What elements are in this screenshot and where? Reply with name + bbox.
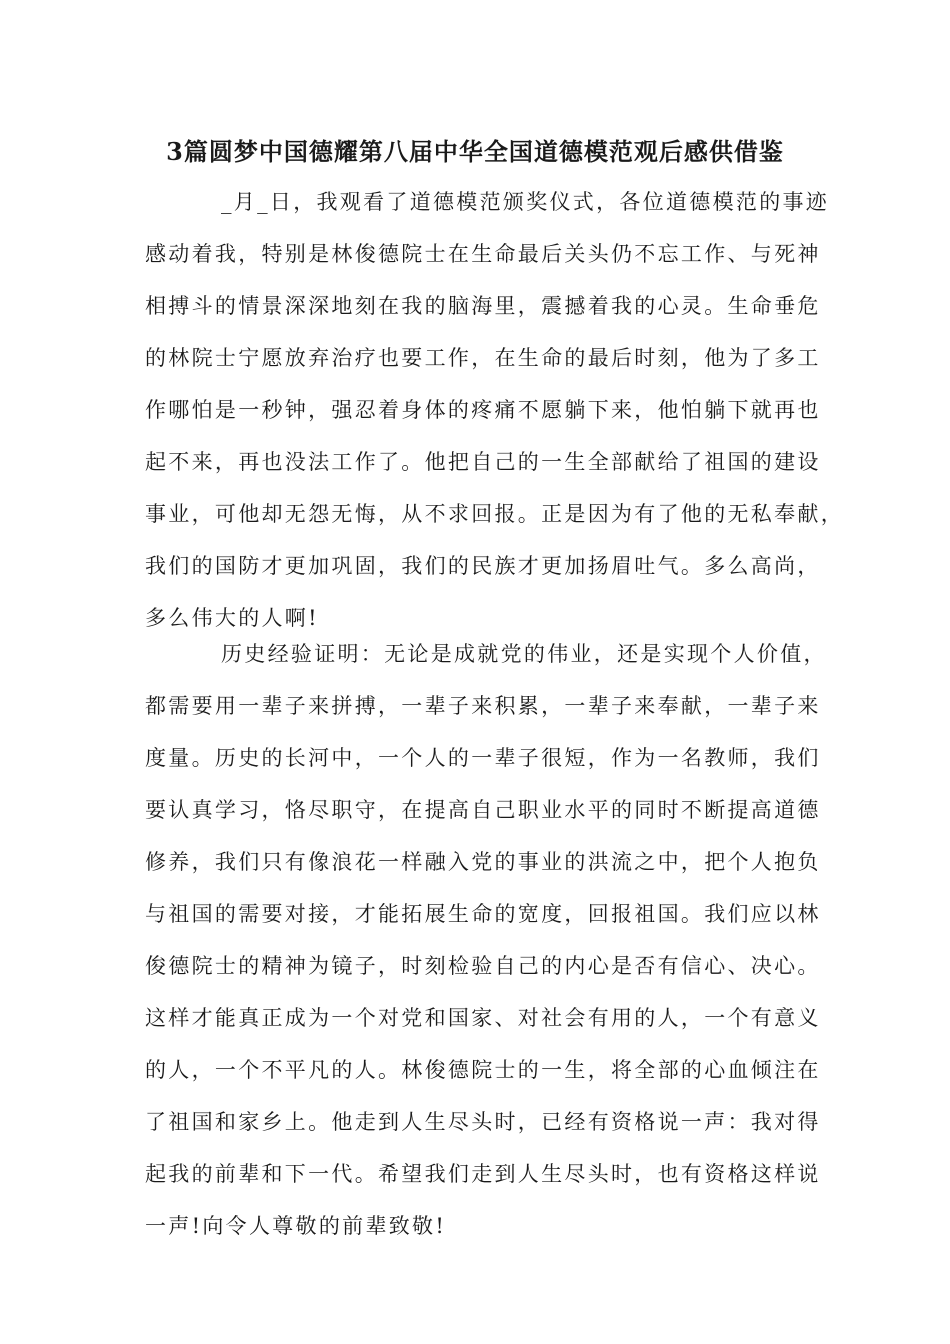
paragraph-line: 感动着我，特别是林俊德院士在生命最后关头仍不忘工作、与死神: [145, 242, 821, 266]
paragraph-line: 修养，我们只有像浪花一样融入党的事业的洪流之中，把个人抱负: [145, 850, 821, 874]
paragraph-line: 作哪怕是一秒钟，强忍着身体的疼痛不愿躺下来，他怕躺下就再也: [145, 398, 821, 422]
paragraph-line: 要认真学习，恪尽职守，在提高自己职业水平的同时不断提高道德: [145, 798, 821, 822]
paragraph-line: 都需要用一辈子来拼搏，一辈子来积累，一辈子来奉献，一辈子来: [145, 694, 821, 718]
paragraph-2: [145, 638, 827, 1262]
paragraph-line: 度量。历史的长河中，一个人的一辈子很短，作为一名教师，我们: [145, 746, 821, 770]
paragraph-line: _月_日，我观看了道德模范颁奖仪式，各位道德模范的事迹: [221, 190, 830, 214]
paragraph-line: 了祖国和家乡上。他走到人生尽头时，已经有资格说一声：我对得: [145, 1110, 821, 1134]
paragraph-line: 起不来，再也没法工作了。他把自己的一生全部献给了祖国的建设: [145, 450, 821, 474]
paragraph-line: 的林院士宁愿放弃治疗也要工作，在生命的最后时刻，他为了多工: [145, 346, 821, 370]
paragraph-line: 这样才能真正成为一个对党和国家、对社会有用的人，一个有意义: [145, 1006, 821, 1030]
paragraph-line: 相搏斗的情景深深地刻在我的脑海里，震撼着我的心灵。生命垂危: [145, 294, 821, 318]
paragraph-line: 历史经验证明：无论是成就党的伟业，还是实现个人价值，: [221, 642, 827, 666]
paragraph-line: 起我的前辈和下一代。希望我们走到人生尽头时，也有资格这样说: [145, 1162, 821, 1186]
paragraph-line: 与祖国的需要对接，才能拓展生命的宽度，回报祖国。我们应以林: [145, 902, 821, 926]
paragraph-line: 一声!向令人尊敬的前辈致敬!: [145, 1214, 447, 1238]
paragraph-line: 我们的国防才更加巩固，我们的民族才更加扬眉吐气。多么高尚，: [145, 554, 821, 578]
paragraph-line: 多么伟大的人啊!: [145, 606, 319, 630]
paragraph-line: 俊德院士的精神为镜子，时刻检验自己的内心是否有信心、决心。: [145, 954, 821, 978]
document-title: 3篇圆梦中国德耀第八届中华全国道德模范观后感供借鉴: [166, 137, 784, 166]
paragraph-line: 事业，可他却无怨无悔，从不求回报。正是因为有了他的无私奉献，: [145, 502, 844, 526]
paragraph-line: 的人，一个不平凡的人。林俊德院士的一生，将全部的心血倾注在: [145, 1058, 821, 1082]
